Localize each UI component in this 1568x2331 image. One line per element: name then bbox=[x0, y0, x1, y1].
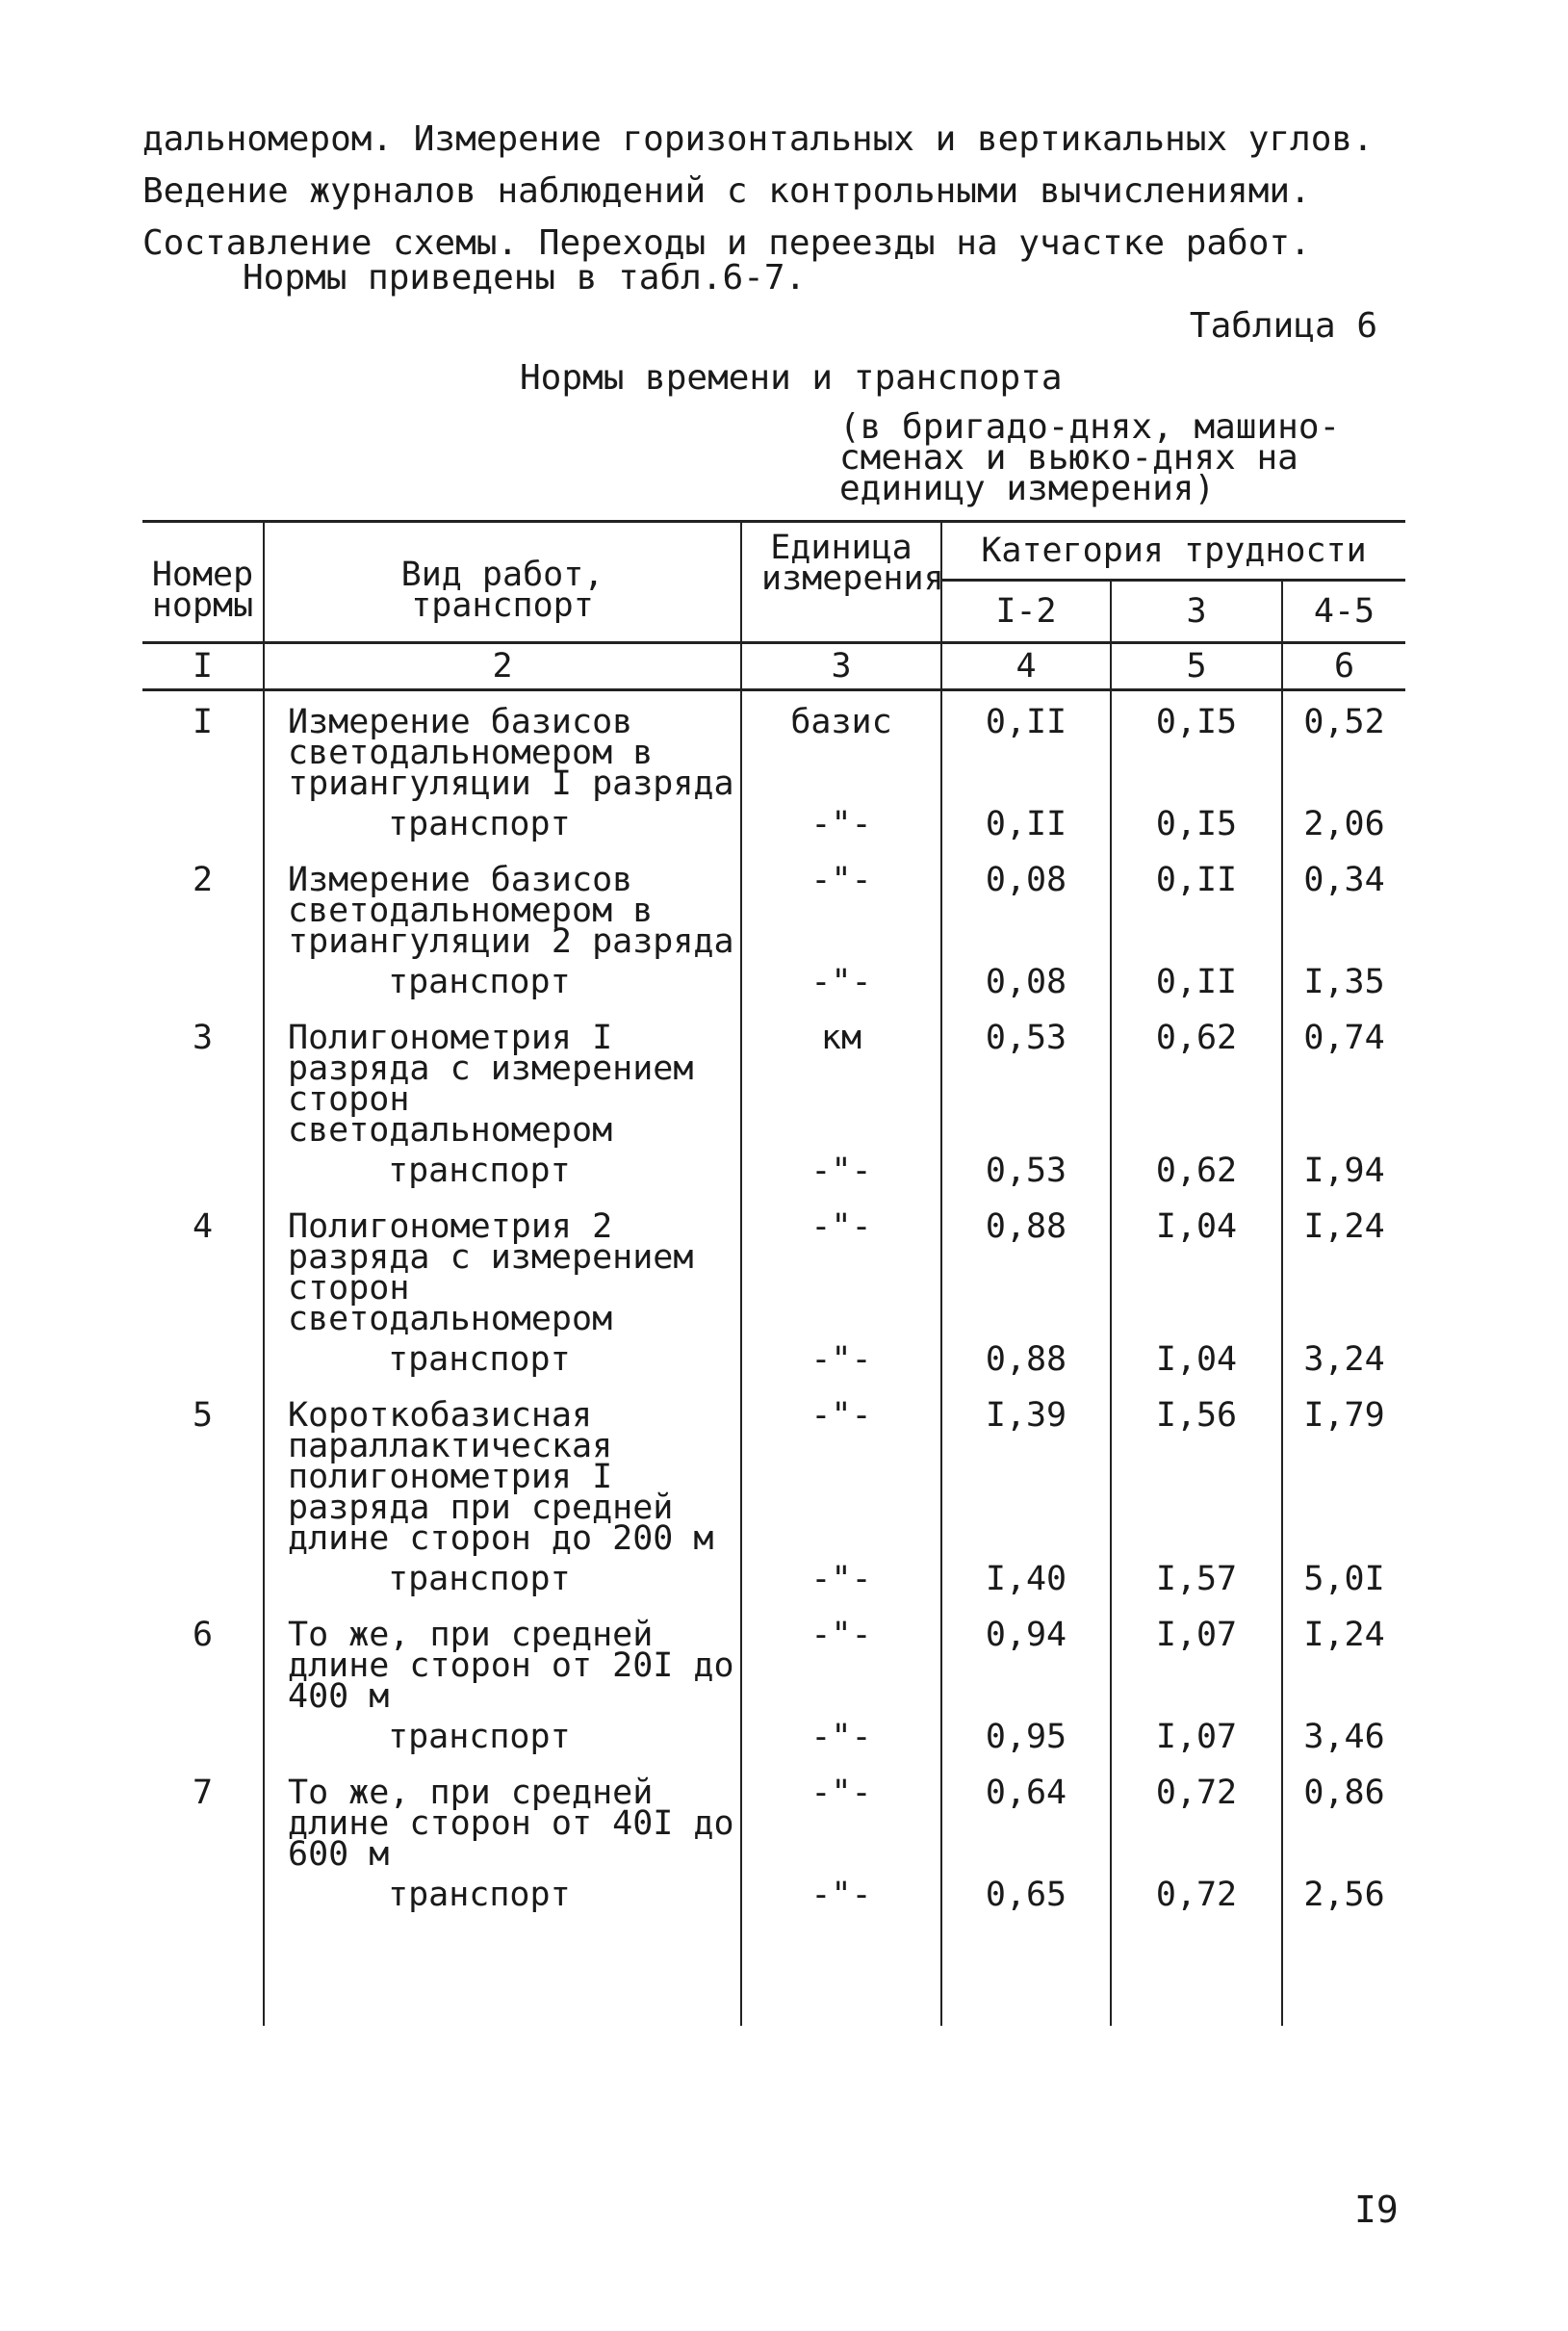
column-number: 6 bbox=[1282, 643, 1405, 690]
unit-cell: -"- bbox=[741, 1385, 941, 1554]
norm-number-cell: 5 bbox=[192, 1396, 214, 1435]
category-1-2-value: 0,53 bbox=[941, 1146, 1111, 1196]
unit-cell: -"- bbox=[741, 1604, 941, 1712]
column-number: 2 bbox=[264, 643, 741, 690]
header-difficulty: Категория трудности bbox=[941, 522, 1405, 581]
category-1-2-value: 0,53 bbox=[941, 1007, 1111, 1146]
header-work-type: Вид работ, транспорт bbox=[264, 522, 741, 643]
unit-cell: км bbox=[741, 1007, 941, 1146]
norm-number-cell bbox=[142, 1334, 264, 1385]
category-4-5-value: I,79 bbox=[1282, 1385, 1405, 1554]
category-4-5-value: 2,06 bbox=[1282, 799, 1405, 849]
unit-cell: -"- bbox=[741, 1146, 941, 1196]
column-number: I bbox=[142, 643, 264, 690]
category-4-5-value: 2,56 bbox=[1282, 1870, 1405, 1920]
category-4-5-value: I,35 bbox=[1282, 957, 1405, 1007]
norm-work-row bbox=[142, 849, 1405, 957]
unit-cell: -"- bbox=[741, 1334, 941, 1385]
category-1-2-value: 0,65 bbox=[941, 1870, 1111, 1920]
category-4-5-value: 0,52 bbox=[1282, 690, 1405, 800]
norm-transport-row bbox=[142, 1554, 1405, 1604]
category-1-2-value: 0,94 bbox=[941, 1604, 1111, 1712]
category-4-5-value: 0,74 bbox=[1282, 1007, 1405, 1146]
norm-number-cell bbox=[142, 1712, 264, 1762]
category-3-value: 0,I5 bbox=[1111, 690, 1282, 800]
unit-cell: -"- bbox=[741, 799, 941, 849]
unit-cell: -"- bbox=[741, 1870, 941, 1920]
transport-label-cell: транспорт bbox=[264, 1712, 741, 1762]
header-norm-number: Номер нормы bbox=[142, 522, 264, 643]
column-number: 4 bbox=[941, 643, 1111, 690]
category-4-5-value: 0,34 bbox=[1282, 849, 1405, 957]
work-type-cell: Полигонометрия I разряда с измерением сторон светодальномером bbox=[264, 1007, 741, 1146]
category-1-2-value: I,40 bbox=[941, 1554, 1111, 1604]
table-title: Нормы времени и транспорта bbox=[520, 358, 1063, 398]
category-1-2-value: I,39 bbox=[941, 1385, 1111, 1554]
transport-label-cell: транспорт bbox=[264, 1870, 741, 1920]
category-4-5-value: I,24 bbox=[1282, 1604, 1405, 1712]
norm-transport-row bbox=[142, 799, 1405, 849]
transport-label-cell: транспорт bbox=[264, 799, 741, 849]
work-type-cell: То же, при средней длине сторон от 40I до 600 м bbox=[264, 1762, 741, 1870]
transport-label-cell: транспорт bbox=[264, 957, 741, 1007]
category-4-5-value: 0,86 bbox=[1282, 1762, 1405, 1870]
work-type-cell: То же, при средней длине сторон от 20I до 400 м bbox=[264, 1604, 741, 1712]
work-type-cell: Измерение базисов светодальномером в триангуляции I разряда bbox=[264, 690, 741, 800]
norm-work-row bbox=[142, 1762, 1405, 1870]
intro-paragraph: дальномером. Измерение горизонтальных и вертикальных углов. Ведение журналов наблюдений с контрольными вычислениями. Составление схемы. Переходы и переезды на участке работ. bbox=[142, 119, 1374, 263]
norm-number-cell: 7 bbox=[192, 1774, 214, 1812]
norm-number-cell bbox=[142, 799, 264, 849]
header-category-4-5: 4-5 bbox=[1282, 581, 1405, 643]
norm-number-cell: 3 bbox=[192, 1019, 214, 1057]
norms-table bbox=[142, 520, 1405, 2026]
norm-work-row bbox=[142, 1604, 1405, 1712]
category-1-2-value: 0,64 bbox=[941, 1762, 1111, 1870]
category-3-value: I,04 bbox=[1111, 1196, 1282, 1334]
norm-transport-row bbox=[142, 957, 1405, 1007]
header-category-3: 3 bbox=[1111, 581, 1282, 643]
table-units-note: (в бригадо-днях, машино-сменах и вьюко-днях на единицу измерения) bbox=[839, 407, 1341, 508]
norm-transport-row bbox=[142, 1712, 1405, 1762]
category-1-2-value: 0,II bbox=[941, 799, 1111, 849]
norm-transport-row bbox=[142, 1334, 1405, 1385]
category-3-value: 0,II bbox=[1111, 849, 1282, 957]
category-3-value: I,07 bbox=[1111, 1712, 1282, 1762]
category-3-value: 0,72 bbox=[1111, 1762, 1282, 1870]
norm-work-row bbox=[142, 1196, 1405, 1334]
category-3-value: 0,I5 bbox=[1111, 799, 1282, 849]
work-type-cell: Короткобазисная параллактическая полигонометрия I разряда при средней длине сторон до 200 м bbox=[264, 1385, 741, 1554]
category-3-value: I,04 bbox=[1111, 1334, 1282, 1385]
norm-number-cell: 6 bbox=[192, 1616, 214, 1654]
work-type-cell: Полигонометрия 2 разряда с измерением сторон светодальномером bbox=[264, 1196, 741, 1334]
category-1-2-value: 0,88 bbox=[941, 1334, 1111, 1385]
norm-number-cell bbox=[142, 1554, 264, 1604]
column-number: 3 bbox=[741, 643, 941, 690]
unit-cell: -"- bbox=[741, 1762, 941, 1870]
intro-note: Нормы приведены в табл.6-7. bbox=[243, 258, 807, 298]
norm-work-row bbox=[142, 1007, 1405, 1146]
unit-cell: базис bbox=[741, 690, 941, 800]
norm-transport-row bbox=[142, 1146, 1405, 1196]
norm-work-row bbox=[142, 690, 1405, 800]
table-label: Таблица 6 bbox=[1189, 306, 1377, 346]
category-1-2-value: 0,08 bbox=[941, 849, 1111, 957]
norm-work-row bbox=[142, 1385, 1405, 1554]
category-4-5-value: 3,24 bbox=[1282, 1334, 1405, 1385]
category-1-2-value: 0,II bbox=[941, 690, 1111, 800]
transport-label-cell: транспорт bbox=[264, 1334, 741, 1385]
page-number: I9 bbox=[1354, 2189, 1399, 2231]
unit-cell: -"- bbox=[741, 849, 941, 957]
norm-number-cell bbox=[142, 1870, 264, 1920]
category-1-2-value: 0,88 bbox=[941, 1196, 1111, 1334]
norms-table-body bbox=[142, 690, 1405, 2027]
unit-cell: -"- bbox=[741, 1712, 941, 1762]
category-4-5-value: I,24 bbox=[1282, 1196, 1405, 1334]
norm-number-cell: 2 bbox=[192, 861, 214, 899]
column-number: 5 bbox=[1111, 643, 1282, 690]
unit-cell: -"- bbox=[741, 1196, 941, 1334]
norm-transport-row bbox=[142, 1870, 1405, 1920]
unit-cell: -"- bbox=[741, 1554, 941, 1604]
work-type-cell: Измерение базисов светодальномером в триангуляции 2 разряда bbox=[264, 849, 741, 957]
norm-number-cell bbox=[142, 1146, 264, 1196]
norm-number-cell: I bbox=[192, 703, 214, 741]
category-3-value: 0,62 bbox=[1111, 1146, 1282, 1196]
header-category-1-2: I-2 bbox=[941, 581, 1111, 643]
category-4-5-value: I,94 bbox=[1282, 1146, 1405, 1196]
column-number-row bbox=[142, 643, 1405, 690]
table-filler-row bbox=[142, 1920, 1405, 2026]
category-3-value: 0,62 bbox=[1111, 1007, 1282, 1146]
category-1-2-value: 0,95 bbox=[941, 1712, 1111, 1762]
category-3-value: 0,II bbox=[1111, 957, 1282, 1007]
category-1-2-value: 0,08 bbox=[941, 957, 1111, 1007]
transport-label-cell: транспорт bbox=[264, 1554, 741, 1604]
category-4-5-value: 3,46 bbox=[1282, 1712, 1405, 1762]
norm-number-cell: 4 bbox=[192, 1207, 214, 1246]
norm-number-cell bbox=[142, 957, 264, 1007]
category-3-value: I,56 bbox=[1111, 1385, 1282, 1554]
category-3-value: I,57 bbox=[1111, 1554, 1282, 1604]
category-3-value: I,07 bbox=[1111, 1604, 1282, 1712]
category-3-value: 0,72 bbox=[1111, 1870, 1282, 1920]
category-4-5-value: 5,0I bbox=[1282, 1554, 1405, 1604]
transport-label-cell: транспорт bbox=[264, 1146, 741, 1196]
unit-cell: -"- bbox=[741, 957, 941, 1007]
header-unit: Единица измерения bbox=[741, 522, 941, 643]
